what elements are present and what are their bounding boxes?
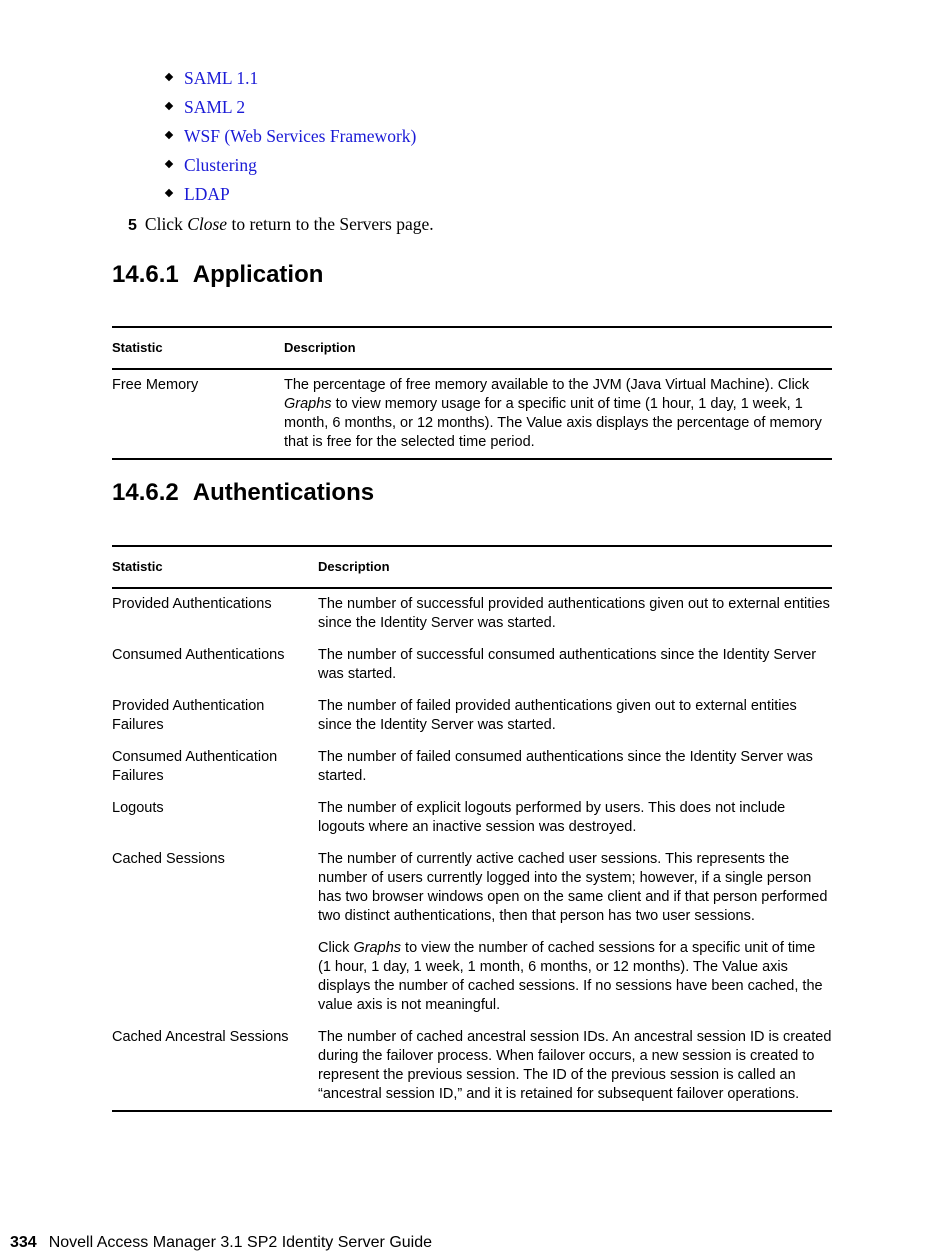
statistic-cell: Provided Authentication Failures [112, 698, 265, 733]
diamond-bullet-icon [165, 73, 173, 81]
description-paragraph [318, 799, 832, 837]
description-cell [318, 697, 832, 748]
description-text: to view the number of cached sessions for a specific unit of time (1 hour, 1 day, 1 week, 1 month, 6 months, or 12 months). The Value axis displays the number of cached sessions. If no sessions have been cached, the value axis is not meaningful. [318, 940, 823, 1013]
step-emphasis: Close [187, 214, 228, 234]
page-footer [10, 1233, 432, 1253]
statistic-cell: Free Memory [112, 369, 284, 459]
description-text: The number of successful provided authentications given out to external entities since the Identity Server was started. [318, 596, 830, 631]
statistic-cell: Consumed Authentications [112, 647, 285, 663]
table-header-row [112, 327, 832, 369]
description-text: The number of failed provided authentications given out to external entities since the Identity Server was started. [318, 698, 797, 733]
table-row [112, 1028, 832, 1111]
page-number: 334 [10, 1234, 37, 1251]
table-row [112, 588, 832, 646]
description-text: The number of cached ancestral session IDs. An ancestral session ID is created during the failover process. When failover occurs, a new session is created to represent the previous session. The ID of the previous session is called an “ancestral session ID,” and it is retained for subsequent failover operations. [318, 1029, 832, 1102]
description-paragraph [318, 850, 832, 926]
description-cell [318, 588, 832, 646]
step-text-before: Click [144, 214, 188, 234]
description-cell [318, 748, 832, 799]
authentications-statistics-table [112, 545, 832, 1112]
table-row [112, 697, 832, 748]
link-saml-2[interactable]: SAML 2 [184, 97, 246, 117]
description-paragraph [318, 1028, 832, 1104]
description-paragraph [284, 376, 832, 452]
section-number: 14.6.1 [112, 261, 179, 288]
description-emphasis: Graphs [284, 396, 332, 412]
diamond-bullet-icon [165, 160, 173, 168]
statistic-cell: Provided Authentications [112, 596, 272, 612]
description-cell [318, 799, 832, 850]
table-row [112, 646, 832, 697]
table-row [112, 850, 832, 1028]
description-text: The number of failed consumed authentications since the Identity Server was started. [318, 749, 813, 784]
table-body [112, 588, 832, 1111]
column-header-statistic: Statistic [112, 546, 318, 588]
section-title: Application [192, 261, 324, 288]
description-cell [318, 1028, 832, 1111]
description-text: The number of explicit logouts performed by users. This does not include logouts where an inactive session was destroyed. [318, 800, 786, 835]
description-text: The number of currently active cached user sessions. This represents the number of users currently logged into the system; however, if a single person has two browser windows open on the same client and if that person performed two distinct authentications, then that person has two user sessions. [318, 851, 828, 924]
statistic-cell: Consumed Authentication Failures [112, 749, 278, 784]
table-row [112, 799, 832, 850]
description-cell [284, 369, 832, 459]
table-row [112, 748, 832, 799]
description-cell [318, 850, 832, 1028]
statistic-cell: Logouts [112, 800, 164, 816]
diamond-bullet-icon [165, 131, 173, 139]
link-ldap[interactable]: LDAP [184, 184, 230, 204]
description-paragraph [318, 697, 832, 735]
description-text: Click [318, 940, 354, 956]
statistic-cell: Cached Ancestral Sessions [112, 1028, 318, 1111]
section-number: 14.6.2 [112, 479, 179, 506]
step-text-after: to return to the Servers page. [227, 214, 434, 234]
description-text: to view memory usage for a specific unit of time (1 hour, 1 day, 1 week, 1 month, 6 months, or 12 months). The Value axis displays the percentage of memory that is free for the selected time period. [284, 396, 822, 450]
description-emphasis: Graphs [353, 940, 402, 956]
description-paragraph [318, 939, 832, 1015]
description-text: The number of successful consumed authentications since the Identity Server was started. [318, 647, 817, 682]
table-header-row [112, 546, 832, 588]
column-header-description: Description [284, 327, 832, 369]
step-5 [128, 212, 434, 238]
step-number: 5 [128, 217, 137, 234]
description-paragraph [318, 646, 832, 684]
link-saml-1-1[interactable]: SAML 1.1 [184, 68, 259, 88]
table-row [112, 369, 832, 459]
description-paragraph [318, 748, 832, 786]
diamond-bullet-icon [165, 189, 173, 197]
section-heading-application [112, 260, 323, 290]
link-clustering[interactable]: Clustering [184, 155, 257, 175]
section-heading-authentications [112, 478, 374, 508]
column-header-statistic: Statistic [112, 327, 284, 369]
footer-title: Novell Access Manager 3.1 SP2 Identity Server Guide [48, 1234, 433, 1251]
statistic-cell: Cached Sessions [112, 851, 225, 867]
application-statistics-table [112, 326, 832, 460]
table-body [112, 369, 832, 459]
column-header-description: Description [318, 546, 832, 588]
link-wsf[interactable]: WSF (Web Services Framework) [184, 126, 417, 146]
diamond-bullet-icon [165, 102, 173, 110]
description-cell [318, 646, 832, 697]
section-title: Authentications [192, 479, 375, 506]
description-text: The percentage of free memory available to the JVM (Java Virtual Machine). Click [284, 377, 810, 393]
description-paragraph [318, 595, 832, 633]
